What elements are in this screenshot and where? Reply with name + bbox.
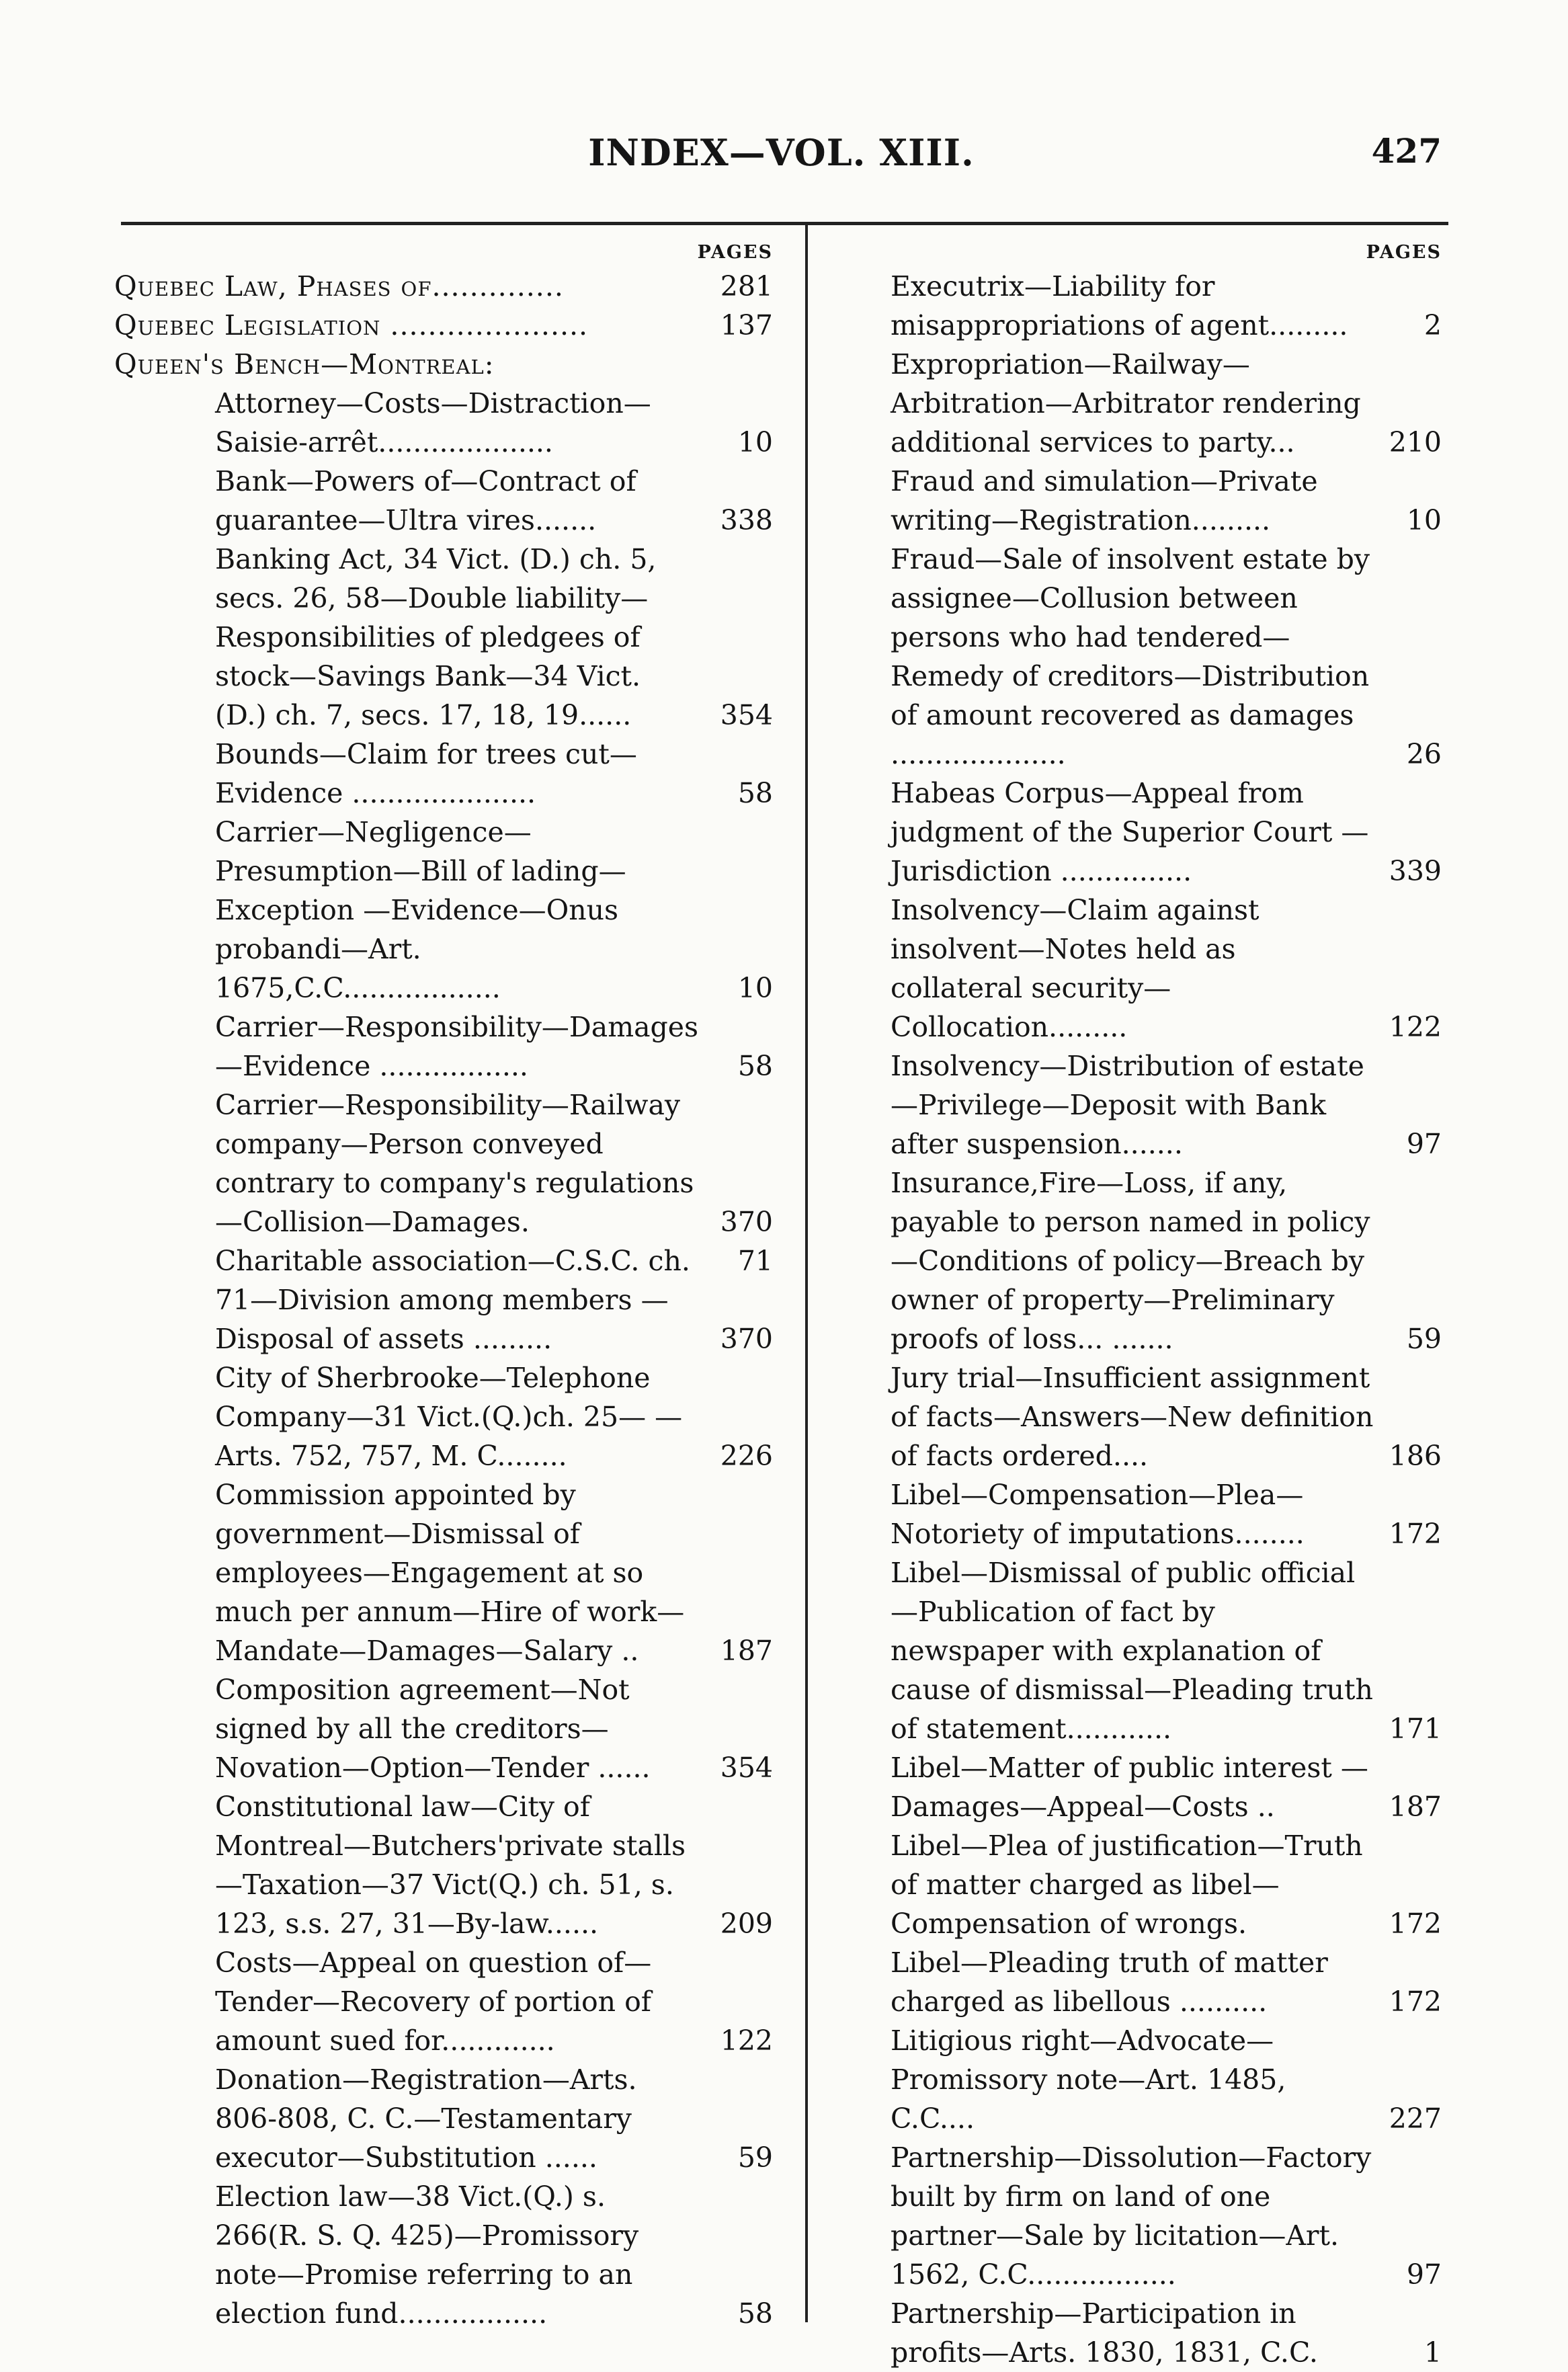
entry-page: 59 xyxy=(1406,1323,1442,1355)
index-entry xyxy=(114,1358,786,1475)
entry-page: 187 xyxy=(720,1635,773,1667)
index-entry xyxy=(891,2021,1448,2138)
entry-text: Insurance,Fire—Loss, if any, payable to person named in policy —Conditions of policy—Breach by owner of property—Preliminary proofs of loss... ....... xyxy=(891,1167,1370,1355)
entry-page: 10 xyxy=(737,426,773,458)
entry-page: 97 xyxy=(1406,1128,1442,1160)
entry-text: 71—Division among members —Disposal of assets ......... xyxy=(215,1284,669,1355)
column-divider xyxy=(805,225,808,2322)
index-entry xyxy=(891,1553,1448,1748)
entry-text: Commission appointed by government—Dismissal of employees—Engagement at so much per annum—Hire of work—Mandate—Damages—Salary .. xyxy=(215,1479,685,1667)
index-entry xyxy=(114,1280,786,1358)
index-entry xyxy=(891,1163,1448,1358)
entry-page: 226 xyxy=(720,1440,773,1472)
entry-page: 187 xyxy=(1389,1791,1442,1823)
entry-page: 137 xyxy=(720,309,773,341)
entry-page: 354 xyxy=(720,1752,773,1784)
index-entry xyxy=(114,1670,786,1787)
entry-text: Expropriation—Railway—Arbitration—Arbitrator rendering additional services to party... xyxy=(891,348,1361,458)
index-entry xyxy=(114,1787,786,1943)
entry-page: 26 xyxy=(1406,738,1442,770)
index-entry xyxy=(891,1358,1448,1475)
entry-text: Bounds—Claim for trees cut—Evidence ..................... xyxy=(215,738,637,809)
entry-text: Libel—Pleading truth of matter charged as libellous .......... xyxy=(891,1947,1328,2018)
index-entry xyxy=(891,345,1448,462)
index-entry xyxy=(114,540,786,735)
index-entry xyxy=(891,1475,1448,1553)
index-entry xyxy=(891,1047,1448,1163)
entry-page: 339 xyxy=(1389,855,1442,887)
entry-text: Carrier—Responsibility—Damages—Evidence ................. xyxy=(215,1011,699,1082)
entry-text: Jury trial—Insufficient assignment of facts—Answers—New definition of facts ordered.... xyxy=(891,1362,1374,1472)
entry-page: 10 xyxy=(1406,504,1442,536)
entry-text: Insolvency—Claim against insolvent—Notes held as collateral security—Collocation......... xyxy=(891,894,1260,1043)
entry-page: 58 xyxy=(737,2297,773,2330)
entry-page: 58 xyxy=(737,1050,773,1082)
entry-text: Habeas Corpus—Appeal from judgment of the Superior Court —Jurisdiction ............... xyxy=(891,777,1369,887)
index-entry xyxy=(114,384,786,462)
entry-page: 370 xyxy=(720,1323,773,1355)
entry-text: Costs—Appeal on question of—Tender—Recovery of portion of amount sued for............. xyxy=(215,1947,652,2057)
left-sub-entries xyxy=(114,384,786,2333)
index-entry xyxy=(114,1943,786,2060)
index-entry xyxy=(114,306,786,345)
index-entry xyxy=(114,813,786,1008)
entry-page: 186 xyxy=(1389,1440,1442,1472)
index-entry xyxy=(114,2060,786,2177)
entry-text: Libel—Matter of public interest —Damages—Appeal—Costs .. xyxy=(891,1752,1368,1823)
entry-page: 71 xyxy=(737,1245,773,1277)
entry-text: Constitutional law—City of Montreal—Butchers'private stalls—Taxation—37 Vict(Q.) ch. 51, s. 123, s.s. 27, 31—By-law...... xyxy=(215,1791,686,1940)
entry-page: 97 xyxy=(1406,2258,1442,2291)
entry-page: 209 xyxy=(720,1908,773,1940)
index-entry xyxy=(114,345,786,384)
right-column xyxy=(891,242,1448,2372)
entry-text: Carrier—Responsibility—Railway company—Person conveyed contrary to company's regulations—Collision—Damages. xyxy=(215,1089,694,1238)
entry-page: 58 xyxy=(737,777,773,809)
entry-text: Carrier—Negligence—Presumption—Bill of lading—Exception —Evidence—Onus probandi—Art. 1675,C.C.................. xyxy=(215,816,626,1004)
entry-page: 172 xyxy=(1389,1908,1442,1940)
entry-text: Libel—Dismissal of public official —Publication of fact by newspaper with explanation of cause of dismissal—Pleading truth of statement............ xyxy=(891,1557,1373,1745)
index-entry xyxy=(114,462,786,540)
index-entry xyxy=(891,2294,1448,2372)
entry-text: Quebec Legislation ..................... xyxy=(114,309,589,341)
entry-text: Fraud and simulation—Private writing—Registration......... xyxy=(891,465,1318,536)
index-entry xyxy=(891,2138,1448,2294)
pages-label-right: PAGES xyxy=(1366,242,1442,263)
index-entry xyxy=(114,1241,786,1280)
index-entry xyxy=(891,774,1448,891)
entry-text: Quebec Law, Phases of.............. xyxy=(114,270,564,302)
left-column xyxy=(114,242,786,2333)
entry-page: 10 xyxy=(737,972,773,1004)
left-top-entries xyxy=(114,267,786,384)
entry-text: Charitable association—C.S.C. ch. xyxy=(215,1245,690,1277)
index-entry xyxy=(114,1475,786,1670)
index-entry xyxy=(114,2177,786,2333)
entry-text: Libel—Plea of justification—Truth of matter charged as libel—Compensation of wrongs. xyxy=(891,1830,1363,1940)
pages-label-left: PAGES xyxy=(697,242,773,263)
entry-text: Banking Act, 34 Vict. (D.) ch. 5, secs. 26, 58—Double liability—Responsibilities of pledgees of stock—Savings Bank—34 Vict. (D.) ch. 7, secs. 17, 18, 19...... xyxy=(215,543,657,731)
entry-page: 172 xyxy=(1389,1986,1442,2018)
entry-text: Fraud—Sale of insolvent estate by assignee—Collusion between persons who had tendered—Remedy of creditors—Distribution of amount recovered as damages .................... xyxy=(891,543,1370,770)
index-entry xyxy=(114,1008,786,1086)
entry-text: Libel—Compensation—Plea—Notoriety of imputations........ xyxy=(891,1479,1305,1550)
index-entry xyxy=(891,1826,1448,1943)
entry-text: Litigious right—Advocate—Promissory note—Art. 1485, C.C.... xyxy=(891,2025,1286,2135)
entry-text: Donation—Registration—Arts. 806-808, C. C.—Testamentary executor—Substitution ...... xyxy=(215,2063,637,2174)
entry-page: 171 xyxy=(1389,1713,1442,1745)
entry-page: 1 xyxy=(1423,2336,1442,2369)
entry-text: Queen's Bench—Montreal: xyxy=(114,348,495,380)
entry-page: 122 xyxy=(1389,1011,1442,1043)
entry-page: 210 xyxy=(1389,426,1442,458)
index-entry xyxy=(891,462,1448,540)
index-entry xyxy=(891,891,1448,1047)
entry-page: 2 xyxy=(1423,309,1442,341)
entry-text: Attorney—Costs—Distraction—Saisie-arrêt.................... xyxy=(215,387,651,458)
index-entry xyxy=(114,735,786,813)
index-entry xyxy=(891,1943,1448,2021)
entry-page: 172 xyxy=(1389,1518,1442,1550)
entry-text: City of Sherbrooke—Telephone Company—31 Vict.(Q.)ch. 25— —Arts. 752, 757, M. C........ xyxy=(215,1362,683,1472)
entry-text: Election law—38 Vict.(Q.) s. 266(R. S. Q. 425)—Promissory note—Promise referring to an election fund................. xyxy=(215,2180,639,2330)
entry-page: 122 xyxy=(720,2025,773,2057)
page-number: 427 xyxy=(1371,131,1442,171)
index-entry xyxy=(114,1086,786,1241)
page-title: INDEX—VOL. XIII. xyxy=(588,131,975,174)
entry-text: Bank—Powers of—Contract of guarantee—Ultra vires....... xyxy=(215,465,636,536)
page-header xyxy=(121,131,1442,198)
entry-text: Insolvency—Distribution of estate—Privilege—Deposit with Bank after suspension....... xyxy=(891,1050,1364,1160)
right-entries xyxy=(891,267,1448,2372)
entry-text: Partnership—Dissolution—Factory built by firm on land of one partner—Sale by licitation—Art. 1562, C.C................. xyxy=(891,2141,1372,2291)
header-rule xyxy=(121,222,1448,225)
index-entry xyxy=(891,540,1448,774)
entry-page: 227 xyxy=(1389,2102,1442,2135)
entry-text: Partnership—Participation in profits—Arts. 1830, 1831, C.C. xyxy=(891,2297,1318,2369)
index-entry xyxy=(891,1748,1448,1826)
entry-text: Composition agreement—Not signed by all the creditors—Novation—Option—Tender ...... xyxy=(215,1674,651,1784)
entry-page: 59 xyxy=(737,2141,773,2174)
index-entry xyxy=(891,267,1448,345)
index-entry xyxy=(114,267,786,306)
entry-text: Executrix—Liability for misappropriations of agent......... xyxy=(891,270,1348,341)
entry-page: 338 xyxy=(720,504,773,536)
entry-page: 370 xyxy=(720,1206,773,1238)
entry-page: 281 xyxy=(720,270,773,302)
entry-page: 354 xyxy=(720,699,773,731)
